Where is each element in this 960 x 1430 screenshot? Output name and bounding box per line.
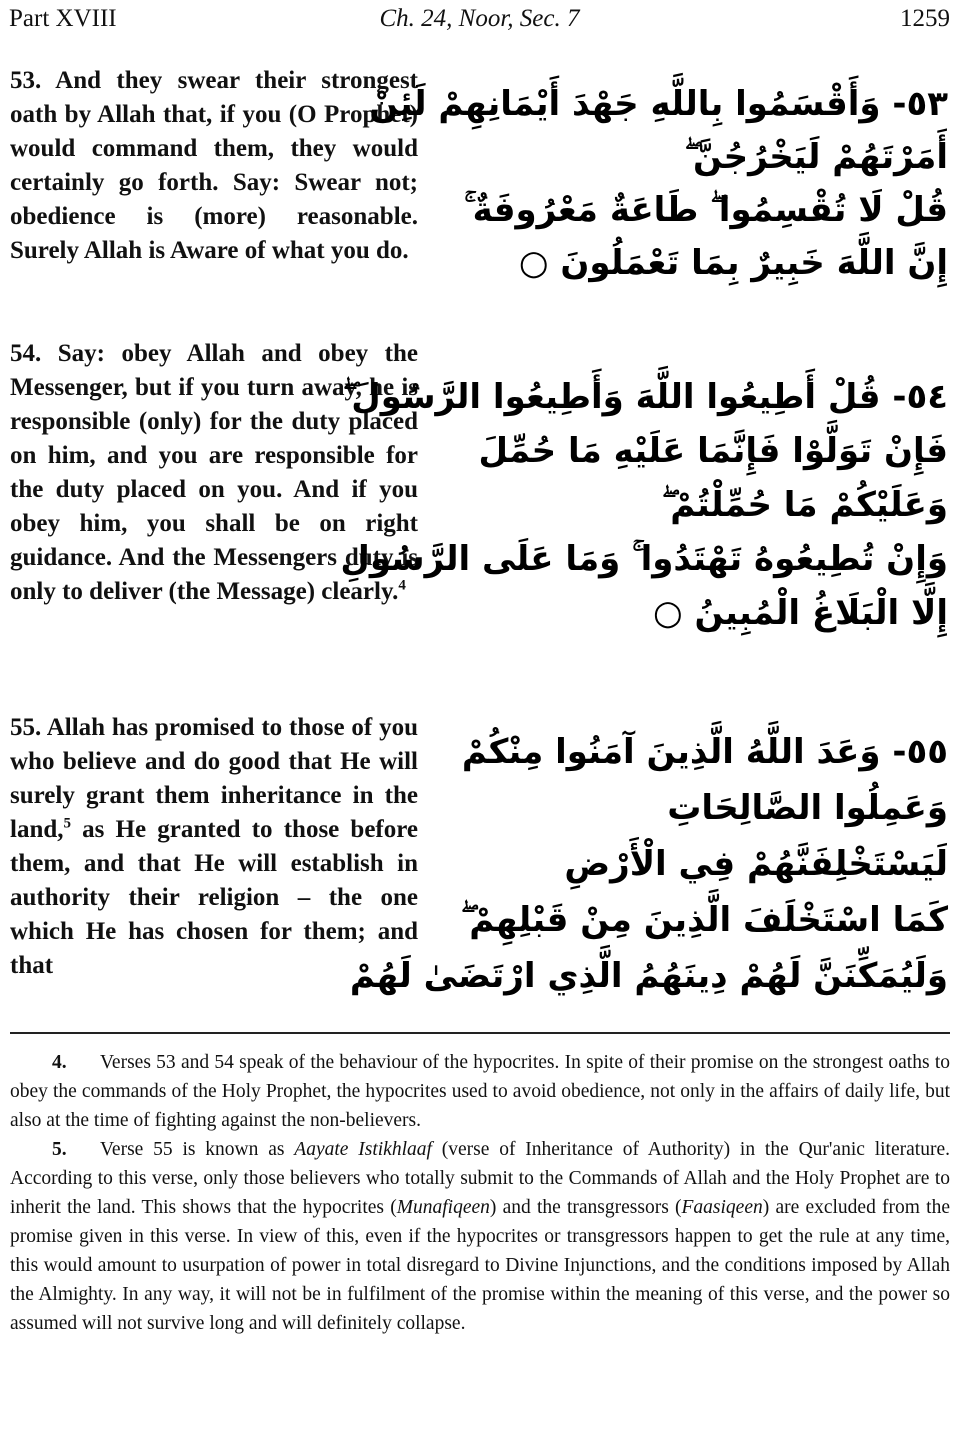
footnote-text: Verse 55 is known as (100, 1139, 295, 1160)
page-number: 1259 (900, 5, 950, 32)
arabic-line: إِلَّا الْبَلَاغُ الْمُبِينُ ○ (652, 593, 948, 633)
footnote-4 (10, 1048, 950, 1135)
verse-53-arabic (369, 78, 948, 290)
footnote-term: Aayate Istikhlaaf (294, 1139, 432, 1160)
footnote-text: ) and the transgressors ( (489, 1197, 682, 1218)
verse-55-text-start: 55. Allah has promised to those of you who believe and do good that He will surely grant them inheritance in the land, (10, 714, 418, 843)
footnote-term: Munafiqeen (396, 1197, 490, 1218)
footnote-number: 4. (52, 1052, 67, 1073)
footnote-ref-5[interactable]: 5 (63, 815, 72, 832)
arabic-line: وَعَمِلُوا الصَّالِحَاتِ (667, 788, 948, 828)
footnote-number: 5. (52, 1139, 67, 1160)
arabic-line: وَإِنْ تُطِيعُوهُ تَهْتَدُوا ۚ وَمَا عَلَى الرَّسُولِ (340, 539, 948, 579)
footnote-term: Faasiqeen (681, 1197, 763, 1218)
arabic-line: قُلْ لَا تُقْسِمُوا ۖ طَاعَةٌ مَعْرُوفَةٌ ۚ (464, 190, 948, 230)
arabic-line: إِنَّ اللَّهَ خَبِيرٌ بِمَا تَعْمَلُونَ ○ (518, 243, 948, 283)
verse-55-arabic (349, 724, 948, 1004)
arabic-line: ٥٤- قُلْ أَطِيعُوا اللَّهَ وَأَطِيعُوا الرَّسُولَ ۖ (342, 377, 948, 417)
verse-54-arabic (340, 370, 948, 640)
footnote-text: (verse of Inheritance of Authority) in the Qur'anic literature. According to this verse, only those believers who totally submit to the Commands of Allah and the Holy Prophet are to inherit the land. This shows that the hypocrites ( (10, 1139, 950, 1218)
arabic-line: وَعَلَيْكُمْ مَا حُمِّلْتُمْ ۖ (661, 485, 948, 525)
footnote-ref-4[interactable]: 4 (398, 577, 406, 594)
arabic-line: لَيَسْتَخْلِفَنَّهُمْ فِي الْأَرْضِ (564, 844, 948, 884)
footnotes (10, 1048, 950, 1338)
arabic-line: وَلَيُمَكِّنَنَّ لَهُمْ دِينَهُمُ الَّذِي ارْتَضَىٰ لَهُمْ (349, 956, 948, 996)
verse-55-english (10, 711, 418, 983)
arabic-line: كَمَا اسْتَخْلَفَ الَّذِينَ مِنْ قَبْلِهِمْ ۖ (460, 900, 948, 940)
footnote-divider (10, 1032, 950, 1034)
footnote-5 (10, 1135, 950, 1338)
verse-55-text-end: as He granted to those before them, and that He will establish in authority their religion – the one which He has chosen for them; and that (10, 816, 418, 979)
verse-54-text: 54. Say: obey Allah and obey the Messenger, but if you turn away, he is responsible (only) for the duty placed on him, and you are responsible for the duty placed on you. And if you obey him, you shall be on right guidance. And the Messengers duty is only to deliver (the Message) clearly. (10, 340, 418, 605)
verse-53-english (10, 64, 418, 268)
part-label: Part XVIII (9, 5, 117, 32)
arabic-line: أَمَرْتَهُمْ لَيَخْرُجُنَّ ۖ (684, 137, 948, 177)
arabic-line: ٥٣- وَأَقْسَمُوا بِاللَّهِ جَهْدَ أَيْمَانِهِمْ لَئِنْ (369, 84, 948, 124)
arabic-line: ٥٥- وَعَدَ اللَّهُ الَّذِينَ آمَنُوا مِنْكُمْ (461, 732, 948, 772)
arabic-line: فَإِنْ تَوَلَّوْا فَإِنَّمَا عَلَيْهِ مَا حُمِّلَ (478, 431, 948, 471)
chapter-title: Ch. 24, Noor, Sec. 7 (379, 5, 580, 32)
footnote-text: Verses 53 and 54 speak of the behaviour of the hypocrites. In spite of their promise on the strongest oaths to obey the commands of the Holy Prophet, the hypocrites used to avoid obedience, not only in the affairs of daily life, but also at the time of fighting against the non-believers. (10, 1052, 950, 1131)
page-header (9, 4, 950, 34)
footnote-text: ) are excluded from the promise given in this verse. In view of this, even if the hypocrites or transgressors happen to get the rule at any time, this would amount to usurpation of power in total disregard to Divine Injunctions, and the conditions imposed by Allah the Almighty. In any way, it will not be in fulfilment of the promise within the meaning of this verse, and the power so assumed will not survive long and will definitely collapse. (10, 1197, 950, 1334)
verse-53-text: 53. And they swear their strongest oath by Allah that, if you (O Prophet) would command them, they would certainly go forth. Say: Swear not; obedience is (more) reasonable. Surely Allah is Aware of what you do. (10, 67, 418, 264)
